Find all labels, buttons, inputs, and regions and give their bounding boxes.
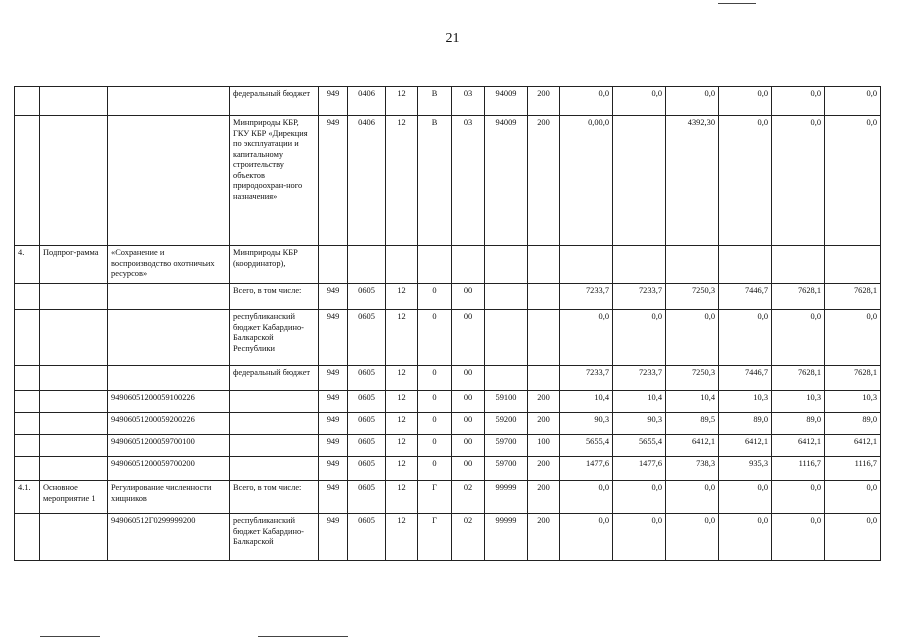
budget-code-cell: 0605 [348,310,386,366]
budget-code-cell: 00 [452,457,485,481]
row-number [15,284,40,310]
amount-cell: 4392,30 [666,116,719,246]
budget-code-cell: 949 [319,514,348,561]
budget-code-cell [528,310,560,366]
executor: Минприроды КБР (координатор), [230,246,319,284]
program-name [108,284,230,310]
program-type [40,284,108,310]
amount-cell: 6412,1 [719,435,772,457]
amount-cell: 6412,1 [825,435,881,457]
amount-cell: 0,0 [666,514,719,561]
scan-mark-top [718,3,756,4]
amount-cell: 0,0 [666,481,719,514]
program-name [108,116,230,246]
amount-cell: 0,00,0 [560,116,613,246]
budget-code-cell: 12 [386,310,418,366]
budget-code-cell: 12 [386,87,418,116]
amount-cell [825,246,881,284]
program-name [108,366,230,391]
amount-cell: 0,0 [560,87,613,116]
program-name: 94906051200059700100 [108,435,230,457]
amount-cell: 0,0 [772,116,825,246]
budget-code-cell: 0605 [348,284,386,310]
budget-code-cell: 12 [386,481,418,514]
budget-code-cell: 03 [452,87,485,116]
executor [230,391,319,413]
program-type [40,514,108,561]
amount-cell: 0,0 [825,116,881,246]
row-number [15,435,40,457]
budget-code-cell: 0605 [348,413,386,435]
amount-cell: 0,0 [719,116,772,246]
budget-code-cell: 59700 [485,435,528,457]
program-type [40,310,108,366]
executor: Минприроды КБР, ГКУ КБР «Дирекция по эксплуатации и капитальному строительству объектов природоохран-ного назначения» [230,116,319,246]
row-number: 4.1. [15,481,40,514]
amount-cell: 6412,1 [666,435,719,457]
budget-code-cell: 0605 [348,391,386,413]
amount-cell: 90,3 [613,413,666,435]
amount-cell: 0,0 [772,87,825,116]
amount-cell: 0,0 [560,514,613,561]
amount-cell: 0,0 [825,87,881,116]
amount-cell [719,246,772,284]
budget-code-cell: 949 [319,457,348,481]
amount-cell: 1477,6 [613,457,666,481]
executor: федеральный бюджет [230,366,319,391]
amount-cell: 0,0 [666,310,719,366]
table-row [15,457,881,481]
budget-code-cell: В [418,87,452,116]
row-number [15,366,40,391]
budget-code-cell [418,246,452,284]
budget-code-cell: 0 [418,366,452,391]
table-row [15,514,881,561]
table-row [15,284,881,310]
amount-cell: 0,0 [613,310,666,366]
amount-cell: 7446,7 [719,366,772,391]
amount-cell: 5655,4 [613,435,666,457]
budget-code-cell: 0406 [348,116,386,246]
program-type [40,413,108,435]
budget-code-cell: 949 [319,391,348,413]
budget-code-cell: 0406 [348,87,386,116]
row-number [15,514,40,561]
row-number [15,413,40,435]
amount-cell: 10,3 [825,391,881,413]
table-row [15,246,881,284]
executor: Всего, в том числе: [230,284,319,310]
amount-cell: 0,0 [666,87,719,116]
budget-code-cell: 200 [528,481,560,514]
budget-code-cell: 99999 [485,514,528,561]
budget-code-cell: 00 [452,391,485,413]
amount-cell: 89,0 [772,413,825,435]
amount-cell: 7628,1 [825,284,881,310]
budget-code-cell [319,246,348,284]
amount-cell: 0,0 [613,514,666,561]
program-budget-table [14,86,881,561]
amount-cell: 10,3 [719,391,772,413]
amount-cell: 1116,7 [772,457,825,481]
budget-code-cell: 59700 [485,457,528,481]
program-type: Основное мероприятие 1 [40,481,108,514]
program-name: 94906051200059200226 [108,413,230,435]
budget-code-cell: 949 [319,435,348,457]
amount-cell: 738,3 [666,457,719,481]
budget-code-cell [485,366,528,391]
amount-cell: 7628,1 [772,284,825,310]
executor [230,413,319,435]
executor [230,435,319,457]
amount-cell: 89,0 [825,413,881,435]
amount-cell: 10,4 [666,391,719,413]
budget-code-cell: 00 [452,284,485,310]
amount-cell [560,246,613,284]
scan-mark-bottom-left [40,636,100,637]
amount-cell: 0,0 [719,514,772,561]
amount-cell: 7628,1 [772,366,825,391]
row-number [15,391,40,413]
amount-cell: 10,3 [772,391,825,413]
program-type [40,366,108,391]
budget-code-cell: 12 [386,514,418,561]
table-row [15,87,881,116]
budget-code-cell: 0 [418,391,452,413]
amount-cell: 89,0 [719,413,772,435]
budget-code-cell [348,246,386,284]
amount-cell: 5655,4 [560,435,613,457]
table-row [15,413,881,435]
amount-cell: 935,3 [719,457,772,481]
amount-cell: 0,0 [560,481,613,514]
executor: республиканский бюджет Кабардино-Балкарской Республики [230,310,319,366]
program-type [40,435,108,457]
amount-cell: 7250,3 [666,366,719,391]
budget-code-cell: 949 [319,87,348,116]
amount-cell: 7233,7 [560,284,613,310]
amount-cell: 7446,7 [719,284,772,310]
program-type [40,87,108,116]
amount-cell: 0,0 [719,310,772,366]
amount-cell: 1116,7 [825,457,881,481]
budget-code-cell [528,366,560,391]
executor: федеральный бюджет [230,87,319,116]
program-type [40,391,108,413]
amount-cell: 10,4 [560,391,613,413]
budget-code-cell: 0605 [348,366,386,391]
amount-cell [613,116,666,246]
budget-code-cell: 00 [452,366,485,391]
budget-code-cell: 949 [319,310,348,366]
budget-code-cell: 02 [452,514,485,561]
budget-code-cell: 94009 [485,116,528,246]
program-name [108,310,230,366]
amount-cell: 89,5 [666,413,719,435]
budget-code-cell: 200 [528,413,560,435]
program-name: Регулирование численности хищников [108,481,230,514]
executor: республиканский бюджет Кабардино-Балкарской [230,514,319,561]
budget-code-cell: 00 [452,413,485,435]
budget-code-cell: Г [418,514,452,561]
table-row [15,435,881,457]
amount-cell [666,246,719,284]
program-type [40,457,108,481]
table-row [15,391,881,413]
budget-code-cell: 0 [418,310,452,366]
budget-code-cell [485,246,528,284]
table-row [15,366,881,391]
executor [230,457,319,481]
budget-code-cell [528,284,560,310]
program-type: Подпрог-рамма [40,246,108,284]
row-number [15,457,40,481]
budget-code-cell [452,246,485,284]
budget-code-cell: 12 [386,284,418,310]
amount-cell: 0,0 [825,310,881,366]
amount-cell: 0,0 [825,481,881,514]
program-name: 94906051200059100226 [108,391,230,413]
budget-code-cell: 200 [528,457,560,481]
program-type [40,116,108,246]
amount-cell: 0,0 [613,87,666,116]
budget-code-cell: 949 [319,284,348,310]
budget-code-cell: 00 [452,435,485,457]
program-name: 94906051200059700200 [108,457,230,481]
amount-cell: 7233,7 [560,366,613,391]
table-body [15,87,881,561]
budget-code-cell: 0605 [348,457,386,481]
budget-code-cell [485,310,528,366]
budget-code-cell: 200 [528,87,560,116]
budget-code-cell: 12 [386,391,418,413]
amount-cell [772,246,825,284]
row-number [15,310,40,366]
budget-code-cell: 0 [418,457,452,481]
budget-code-cell: 200 [528,116,560,246]
budget-code-cell: 100 [528,435,560,457]
scan-mark-bottom-mid [258,636,348,637]
amount-cell: 0,0 [772,481,825,514]
program-name [108,87,230,116]
budget-code-cell: 0 [418,413,452,435]
amount-cell: 10,4 [613,391,666,413]
budget-code-cell: 94009 [485,87,528,116]
amount-cell: 90,3 [560,413,613,435]
budget-code-cell: В [418,116,452,246]
amount-cell: 0,0 [613,481,666,514]
table-row [15,116,881,246]
budget-code-cell: 0605 [348,514,386,561]
budget-code-cell [386,246,418,284]
budget-code-cell: 12 [386,413,418,435]
amount-cell: 6412,1 [772,435,825,457]
budget-code-cell: 949 [319,481,348,514]
budget-code-cell [485,284,528,310]
budget-code-cell: 00 [452,310,485,366]
budget-code-cell: 99999 [485,481,528,514]
row-number [15,87,40,116]
budget-code-cell: 12 [386,116,418,246]
amount-cell: 7250,3 [666,284,719,310]
amount-cell: 7233,7 [613,284,666,310]
amount-cell: 0,0 [719,481,772,514]
amount-cell: 0,0 [825,514,881,561]
budget-code-cell: 59100 [485,391,528,413]
row-number: 4. [15,246,40,284]
budget-code-cell [528,246,560,284]
amount-cell: 1477,6 [560,457,613,481]
table-row [15,481,881,514]
amount-cell: 0,0 [772,514,825,561]
budget-code-cell: 12 [386,457,418,481]
budget-code-cell: 0605 [348,435,386,457]
row-number [15,116,40,246]
page-number: 21 [445,31,460,46]
budget-code-cell: 200 [528,391,560,413]
program-name: 949060512Г0299999200 [108,514,230,561]
amount-cell: 0,0 [772,310,825,366]
budget-code-cell: 949 [319,116,348,246]
amount-cell: 7628,1 [825,366,881,391]
budget-code-cell: 200 [528,514,560,561]
executor: Всего, в том числе: [230,481,319,514]
table-row [15,310,881,366]
budget-code-cell: 12 [386,435,418,457]
budget-code-cell: Г [418,481,452,514]
budget-code-cell: 59200 [485,413,528,435]
budget-code-cell: 03 [452,116,485,246]
budget-code-cell: 02 [452,481,485,514]
budget-code-cell: 949 [319,413,348,435]
amount-cell [613,246,666,284]
amount-cell: 7233,7 [613,366,666,391]
budget-code-cell: 949 [319,366,348,391]
program-name: «Сохранение и воспроизводство охотничьих ресурсов» [108,246,230,284]
amount-cell: 0,0 [560,310,613,366]
amount-cell: 0,0 [719,87,772,116]
budget-code-cell: 12 [386,366,418,391]
budget-code-cell: 0 [418,435,452,457]
budget-code-cell: 0 [418,284,452,310]
budget-code-cell: 0605 [348,481,386,514]
